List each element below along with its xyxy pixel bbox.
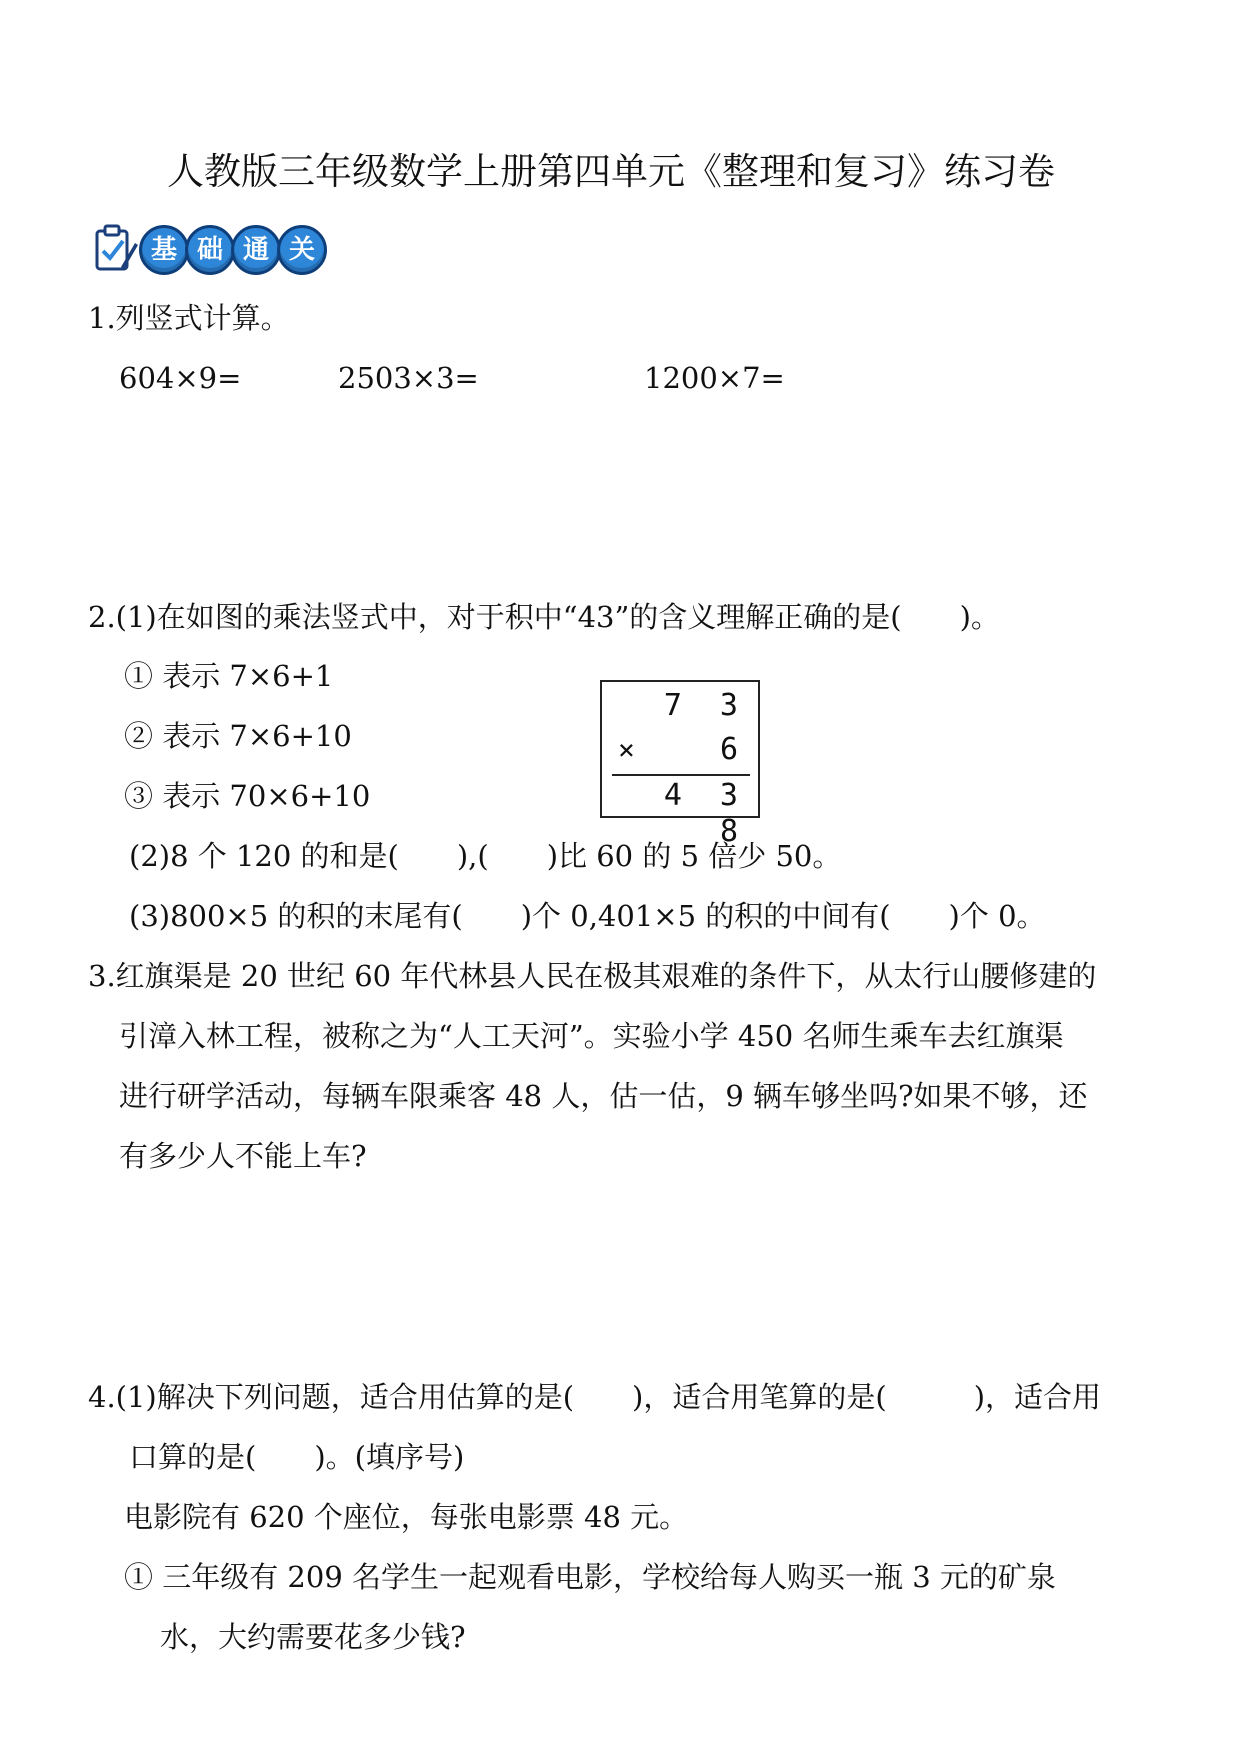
q3-line: 有多少人不能上车?: [119, 1139, 367, 1173]
q4-item: ① 三年级有 209 名学生一起观看电影，学校给每人购买一瓶 3 元的矿泉: [124, 1560, 1056, 1594]
vertical-multiplication-figure: [600, 680, 760, 849]
q1-stem: 1.列竖式计算。: [88, 301, 290, 335]
badge-char: 关: [277, 225, 327, 275]
page-title: 人教版三年级数学上册第四单元《整理和复习》练习卷: [167, 150, 1055, 193]
badge-char: 础: [185, 225, 235, 275]
q2-option: ① 表示 7×6+1: [124, 659, 334, 693]
badge-char: 通: [231, 225, 281, 275]
q2-part2: (2)8 个 120 的和是( ),( )比 60 的 5 倍少 50。: [129, 839, 842, 873]
q2-part3: (3)800×5 的积的末尾有( )个 0,401×5 的积的中间有( )个 0。: [129, 899, 1046, 933]
q1-item: 2503×3=: [338, 361, 479, 395]
q4-line: 口算的是( )。(填序号): [129, 1440, 465, 1474]
q2-option: ② 表示 7×6+10: [124, 719, 352, 753]
q3-line: 进行研学活动，每辆车限乘客 48 人，估一估，9 辆车够坐吗?如果不够，还: [119, 1079, 1088, 1113]
q4-line: 4.(1)解决下列问题，适合用估算的是( )，适合用笔算的是( )，适合用: [88, 1380, 1102, 1414]
section-badge: [93, 222, 327, 278]
badge-char: 基: [139, 225, 189, 275]
q3-line: 3.红旗渠是 20 世纪 60 年代林县人民在极其艰难的条件下，从太行山腰修建的: [88, 959, 1097, 993]
product: 4 3 8: [663, 778, 748, 849]
q2-stem: 2.(1)在如图的乘法竖式中，对于积中“43”的含义理解正确的是( )。: [88, 600, 1000, 634]
result-line: [612, 774, 750, 776]
clipboard-check-icon: [93, 223, 139, 277]
q3-line: 引漳入林工程，被称之为“人工天河”。实验小学 450 名师生乘车去红旗渠: [119, 1019, 1064, 1053]
q4-item: 水，大约需要花多少钱?: [160, 1620, 466, 1654]
multiplicand: 7 3: [663, 688, 748, 723]
q1-item: 1200×7=: [644, 361, 785, 395]
multiply-sign: ×: [618, 733, 635, 766]
q4-context: 电影院有 620 个座位，每张电影票 48 元。: [124, 1500, 689, 1534]
multiplier: 6: [719, 732, 748, 767]
q1-item: 604×9=: [119, 361, 242, 395]
q2-option: ③ 表示 70×6+10: [124, 779, 371, 813]
